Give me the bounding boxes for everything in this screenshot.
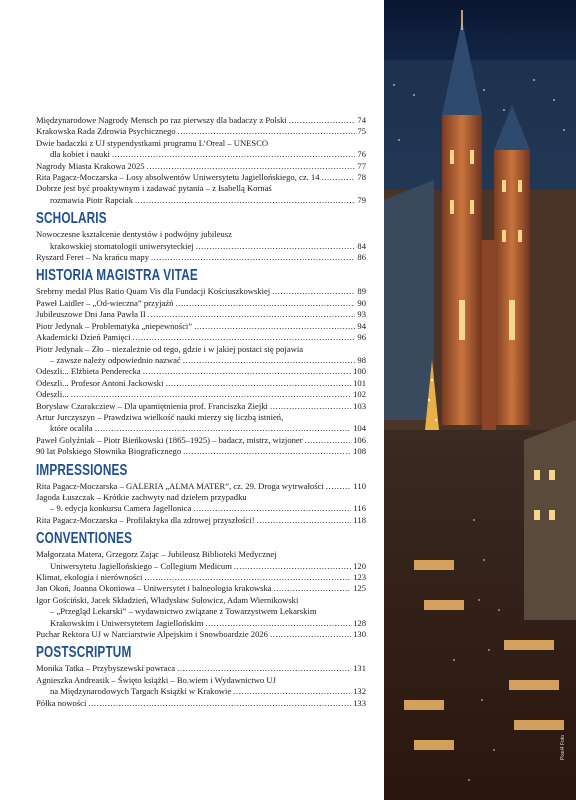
entry-title: Nowoczesne kształcenie dentystów i podwójny jubileusz (36, 229, 232, 240)
toc-entry[interactable] (36, 172, 366, 183)
dot-leader (289, 115, 356, 126)
toc-entry[interactable] (36, 675, 366, 698)
toc-entry[interactable] (36, 663, 366, 674)
dot-leader (326, 481, 352, 492)
entry-title: Paweł Laidler – „Od-wieczna” przyjaźń (36, 297, 174, 308)
section-heading: POSTSCRIPTUM (36, 644, 132, 662)
page-number: 94 (357, 320, 366, 331)
dot-leader (151, 252, 355, 263)
page-number: 133 (353, 697, 366, 708)
dot-leader (133, 332, 356, 343)
toc-entry[interactable] (36, 435, 366, 446)
entry-title: Odeszli... Elżbieta Penderecka (36, 366, 141, 377)
dot-leader (270, 401, 351, 412)
page-number: 78 (357, 172, 366, 183)
page-number: 90 (357, 297, 366, 308)
entry-title: Dwie badaczki z UJ stypendystkami programu L’Oreal – UNESCO (36, 137, 269, 148)
dot-leader (165, 378, 351, 389)
entry-title: Rita Pagacz-Moczarska – GALERIA „ALMA MATER”, cz. 29. Droga wytrwałości (36, 480, 324, 491)
entry-title: Piotr Jedynak – Zło – niezależnie od tego, gdzie i w jakiej postaci się pojawia (36, 343, 304, 354)
dot-leader (183, 446, 351, 457)
page-number: 77 (357, 160, 366, 171)
toc-entry[interactable] (36, 412, 366, 435)
entry-title: Małgorzata Matera, Grzegorz Zając – Jubileusz Biblioteki Medycznej (36, 549, 277, 560)
page-number: 89 (357, 286, 366, 297)
page-number: 120 (353, 560, 366, 571)
page-number: 128 (353, 617, 366, 628)
dot-leader (270, 629, 351, 640)
dot-leader (194, 321, 355, 332)
entry-title: Jan Okoń, Joanna Okoniowa – Uniwersytet i balneologia krakowska (36, 583, 272, 594)
entry-title: Półka nowości (36, 697, 87, 708)
dot-leader (272, 286, 355, 297)
entry-title: Nagrody Miasta Krakowa 2025 (36, 160, 145, 171)
page-number: 106 (353, 434, 366, 445)
page-number: 131 (353, 663, 366, 674)
page-number: 123 (353, 572, 366, 582)
entry-title: Rita Pagacz-Moczarska – Losy absolwentów Uniwersytetu Jagiellońskiego, cz. 14 (36, 172, 320, 183)
dot-leader (234, 561, 351, 572)
entry-title: Rita Pagacz-Moczarska – Profilaktyka dla zdrowej przyszłości! (36, 514, 255, 525)
entry-title: Krakowska Rada Zdrowia Psychicznego (36, 126, 176, 137)
entry-title: Jagoda Łuszczak – Krótkie zachwyty nad dziełem przypadku (36, 491, 247, 502)
dot-leader (143, 366, 351, 377)
toc-entry[interactable] (36, 115, 366, 126)
entry-title: na Międzynarodowych Targach Książki w Krakowie (50, 686, 232, 697)
section-heading: IMPRESSIONES (36, 461, 128, 479)
dot-leader (95, 423, 351, 434)
entry-title: Paweł Golyźniak – Piotr Bieńkowski (1865–1925) – badacz, mistrz, wizjoner (36, 434, 303, 445)
section-heading: HISTORIA MAGISTRA VITAE (36, 267, 198, 285)
toc-entry[interactable] (36, 309, 366, 320)
dot-leader (196, 241, 356, 252)
krakow-night-photo (384, 0, 576, 800)
dot-leader (147, 161, 356, 172)
dot-leader (205, 618, 351, 629)
page-number: 76 (357, 149, 366, 160)
entry-title: – 9. edycja konkursu Camera Jagellonica (50, 503, 192, 514)
toc-entry[interactable] (36, 446, 366, 457)
page-number: 96 (357, 332, 366, 343)
entry-title: Artur Jurczyszyn – Prawdziwa wielkość nauki mierzy się liczbą istnień, (36, 411, 284, 422)
dot-leader (193, 503, 351, 514)
page-number: 108 (353, 446, 366, 457)
toc-entry[interactable] (36, 183, 366, 206)
entry-title: Piotr Jedynak – Problematyka „niepewności” (36, 320, 193, 331)
dot-leader (112, 149, 356, 160)
dot-leader (257, 515, 352, 526)
page-number: 118 (353, 514, 366, 525)
entry-title: Dobrze jest być proaktywnym i zadawać pytania – z Isabellą Kornaś (36, 183, 272, 194)
toc-entry[interactable] (36, 583, 366, 594)
page-number: 84 (357, 240, 366, 251)
dot-leader (305, 435, 352, 446)
toc-entry[interactable] (36, 378, 366, 389)
entry-title: dla kobiet i nauki (50, 149, 110, 160)
dot-leader (144, 572, 351, 583)
page-number: 110 (353, 480, 366, 491)
toc-entry[interactable] (36, 366, 366, 377)
toc-entry[interactable] (36, 389, 366, 400)
page-number: 116 (353, 503, 366, 514)
toc-entry[interactable] (36, 229, 366, 252)
entry-title: Ryszard Feret – Na krańcu mapy (36, 252, 150, 263)
toc-entry[interactable] (36, 515, 366, 526)
toc-entry[interactable] (36, 321, 366, 332)
dot-leader (177, 663, 351, 674)
dot-leader (178, 126, 356, 137)
page-number: 74 (357, 115, 366, 125)
section-heading: CONVENTIONES (36, 530, 133, 548)
photo-illustration (384, 0, 576, 800)
page-number: 130 (353, 629, 366, 640)
entry-title: 90 lat Polskiego Słownika Biograficznego (36, 446, 182, 457)
page-number: 79 (357, 194, 366, 205)
entry-title: Monika Tatka – Przybyszewski powraca (36, 663, 176, 674)
toc-entry[interactable] (36, 549, 366, 572)
page-number: 101 (353, 377, 366, 388)
section-heading: SCHOLARIS (36, 210, 107, 228)
toc-entry[interactable] (36, 138, 366, 161)
dot-leader (148, 309, 356, 320)
toc-entry[interactable] (36, 401, 366, 412)
entry-title: – „Przegląd Lekarski” – wydawnictwo związane z Towarzystwem Lekarskim (50, 606, 317, 617)
dot-leader (88, 698, 351, 709)
toc-entry[interactable] (36, 481, 366, 492)
dot-leader (135, 195, 355, 206)
toc-entry[interactable] (36, 252, 366, 263)
toc-entry[interactable] (36, 698, 366, 709)
dot-leader (322, 172, 356, 183)
dot-leader (233, 686, 351, 697)
entry-title: Agnieszka Andreasik – Święto książki – Bo.wiem i Wydawnictwo UJ (36, 674, 276, 685)
toc-entry[interactable] (36, 344, 366, 367)
toc-entry[interactable] (36, 629, 366, 640)
page-number: 93 (357, 309, 366, 320)
page-number: 102 (353, 389, 366, 400)
entry-title: Jubileuszowe Dni Jana Pawła II (36, 309, 146, 320)
entry-title: – zawsze należy odpowiednio nazwać (50, 354, 181, 365)
dot-leader (71, 389, 351, 400)
toc-entry[interactable] (36, 161, 366, 172)
table-of-contents (36, 115, 366, 709)
entry-title: Krakowskim i Uniwersytetem Jagiellońskim (50, 617, 204, 628)
entry-title: które ocaliła (50, 423, 93, 434)
page-number: 86 (357, 252, 366, 263)
dot-leader (183, 355, 356, 366)
toc-entry[interactable] (36, 595, 366, 629)
entry-title: krakowskiej stomatologii uniwersyteckiej (50, 240, 194, 251)
page-number: 132 (353, 686, 366, 697)
entry-title: Puchar Rektora UJ w Narciarstwie Alpejskim i Snowboardzie 2026 (36, 629, 268, 640)
photo-credit: Pixel4 Foto (560, 735, 566, 761)
page-number: 75 (357, 126, 366, 137)
entry-title: Klimat, ekologia i nierówności (36, 572, 143, 582)
toc-entry[interactable] (36, 572, 366, 583)
entry-title: rozmawia Piotr Rapciak (50, 194, 134, 205)
page-number: 100 (353, 366, 366, 377)
page-number: 103 (353, 400, 366, 411)
toc-entry[interactable] (36, 286, 366, 297)
page-number: 98 (357, 354, 366, 365)
toc-entry[interactable] (36, 492, 366, 515)
toc-entry[interactable] (36, 298, 366, 309)
entry-title: Srebrny medal Plus Ratio Quam Vis dla Fundacji Kościuszkowskiej (36, 286, 271, 297)
entry-title: Odeszli... (36, 389, 69, 400)
toc-entry[interactable] (36, 126, 366, 137)
entry-title: Borysław Czarakcziew – Dla upamiętnienia prof. Franciszka Ziejki (36, 400, 268, 411)
entry-title: Międzynarodowe Nagrody Mensch po raz pierwszy dla badaczy z Polski (36, 115, 287, 125)
page-number: 104 (353, 423, 366, 434)
entry-title: Odeszli... Profesor Antoni Jackowski (36, 377, 164, 388)
toc-entry[interactable] (36, 332, 366, 343)
dot-leader (274, 583, 352, 594)
entry-title: Uniwersytetu Jagiellońskiego – Collegium Medicum (50, 560, 232, 571)
dot-leader (175, 298, 355, 309)
entry-title: Akademicki Dzień Pamięci (36, 332, 131, 343)
page-number: 125 (353, 583, 366, 594)
entry-title: Igor Gościński, Jacek Składzień, Władysław Sułowicz, Adam Wiernikowski (36, 594, 299, 605)
